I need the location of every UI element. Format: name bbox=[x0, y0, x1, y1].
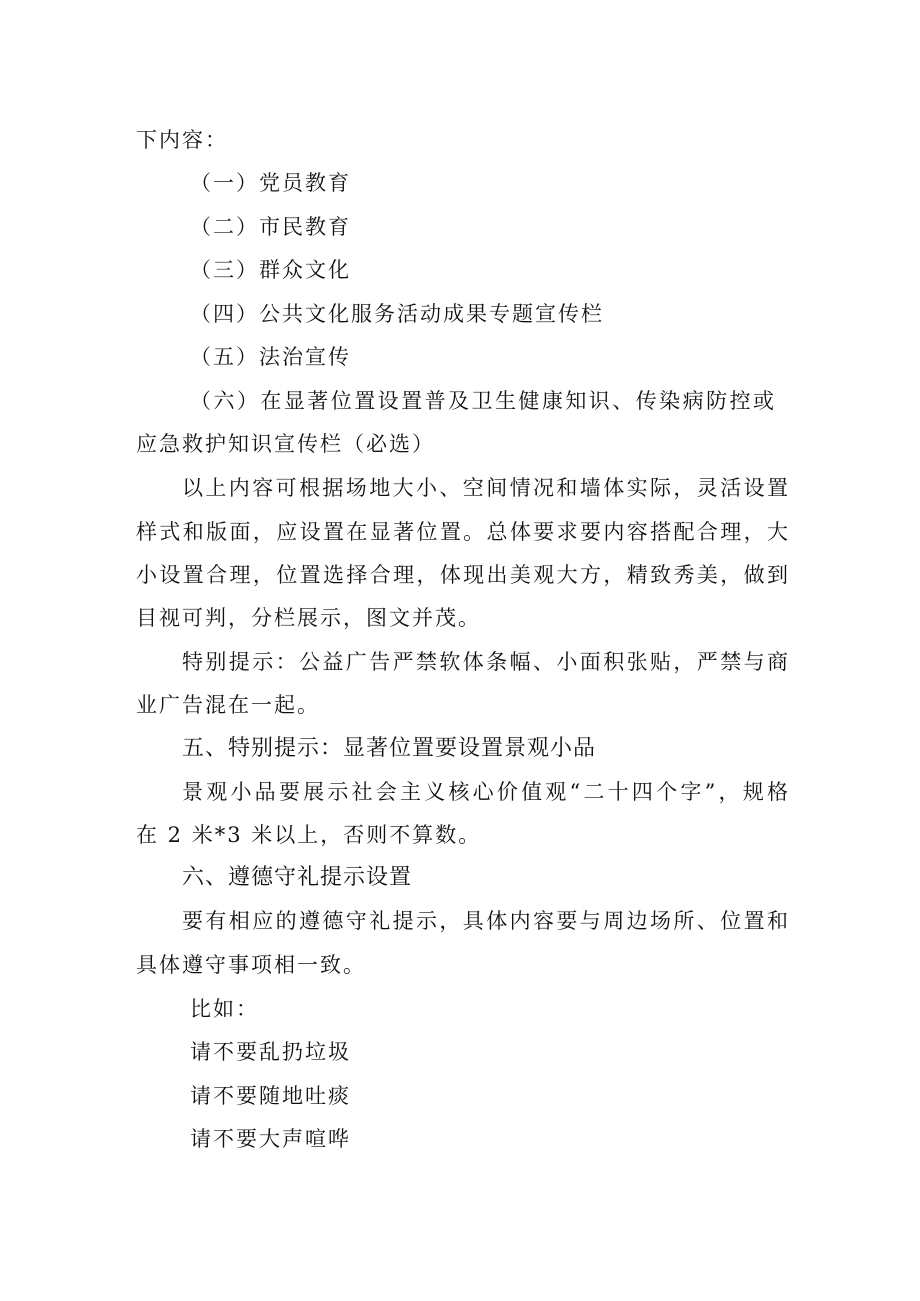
paragraph-line: 在 2 米*3 米以上，否则不算数。 bbox=[136, 823, 482, 847]
example-item: 请不要乱扔垃圾 bbox=[190, 1040, 351, 1064]
paragraph-line: 以上内容可根据场地大小、空间情况和墙体实际，灵活设置 bbox=[182, 476, 788, 500]
list-item: （六）在显著位置设置普及卫生健康知识、传染病防控或 bbox=[190, 389, 774, 413]
list-item: （一）党员教育 bbox=[190, 171, 351, 195]
example-label: 比如： bbox=[190, 997, 259, 1021]
paragraph-line: 要有相应的遵德守礼提示，具体内容要与周边场所、位置和 bbox=[182, 909, 788, 933]
section-heading: 五、特别提示：显著位置要设置景观小品 bbox=[182, 736, 597, 761]
paragraph-line: 具体遵守事项相一致。 bbox=[136, 953, 366, 977]
text-line: 下内容： bbox=[136, 128, 228, 152]
example-item: 请不要随地吐痰 bbox=[190, 1084, 351, 1108]
notice-line: 业广告混在一起。 bbox=[136, 693, 320, 717]
paragraph-line: 景观小品要展示社会主义核心价值观“二十四个字”，规格 bbox=[182, 780, 788, 804]
text-line: 应急救护知识宣传栏（必选） bbox=[136, 432, 435, 456]
paragraph-line: 目视可判，分栏展示，图文并茂。 bbox=[136, 606, 481, 630]
example-item: 请不要大声喧哗 bbox=[190, 1127, 351, 1151]
list-item: （三）群众文化 bbox=[190, 258, 351, 282]
section-heading: 六、遵德守礼提示设置 bbox=[182, 865, 413, 890]
paragraph-line: 样式和版面，应设置在显著位置。总体要求要内容搭配合理，大 bbox=[136, 520, 788, 544]
list-item: （五）法治宣传 bbox=[190, 345, 351, 369]
paragraph-line: 小设置合理，位置选择合理，体现出美观大方，精致秀美，做到 bbox=[136, 563, 788, 587]
list-item: （四）公共文化服务活动成果专题宣传栏 bbox=[190, 302, 604, 326]
list-item: （二）市民教育 bbox=[190, 215, 351, 239]
notice-line: 特别提示：公益广告严禁软体条幅、小面积张贴，严禁与商 bbox=[182, 650, 788, 674]
